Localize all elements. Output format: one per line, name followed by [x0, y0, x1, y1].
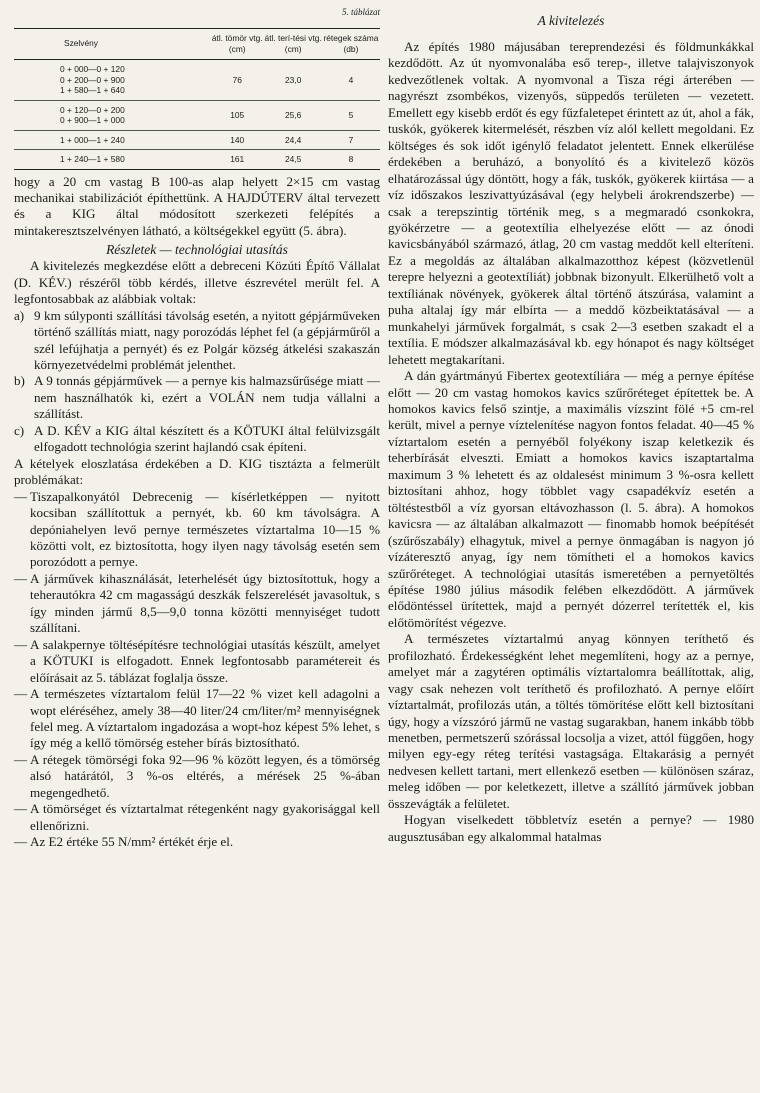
- cell-v1: 140: [210, 130, 264, 150]
- szelveny-range: 1 + 240—1 + 580: [60, 154, 125, 164]
- list-marker: a): [14, 307, 25, 323]
- list-item-c: [14, 423, 380, 456]
- table-row: [14, 100, 380, 130]
- list-marker: c): [14, 422, 25, 438]
- section-heading-kivitelezes: A kivitelezés: [537, 13, 605, 28]
- list-marker: b): [14, 373, 25, 389]
- left-paragraph-2: A kivitelezés megkezdése előtt a debreceni Közúti Építő Vállalat (D. KÉV.) részéről több kérdés, illetve észrevétel merült fel. A legfontosabbak az alábbiak voltak:: [14, 258, 380, 307]
- cell-szelveny: [14, 130, 210, 150]
- dash-item-text: A tömörséget és víztartalmat rétegenként nagy gyakorisággal kell ellenőrizni.: [30, 801, 380, 833]
- list-item-text: A D. KÉV a KIG által készített és a KÖTUKI által felülvizsgált elfogadott technológia szerint hajlandó csak építeni.: [34, 422, 380, 455]
- cell-v1: 161: [210, 150, 264, 170]
- dash-item-text: A salakpernye töltésépítésre technológiai utasítás készült, amelyet a KÖTUKI is elfogadott. Ennek legfontosabb paramétereit és előírásait az 5. táblázat foglalja össze.: [30, 636, 380, 685]
- right-paragraph-2: A dán gyártmányú Fibertex geotextíliára — még a pernye építése előtt — 20 cm vastag homokos kavics szűrőréteget építettek be. A homokos kavics felső szintje, a maximális vízszint fölé +5 cm-rel került, mivel a pernye víztelenítése nagyon fontos feladat. 40—45 % víztartalom esetén a pernyéből folyékony iszap keletkezik és teherbírását elveszti. Emiatt a homokos kavics iszaptartalma maximum 3 % lehetett és az oldalesést minimum 3 %-osra kellett biztosítani ahhoz, hogy többlet vagy csapadékvíz esetén a töltéstestből a víz gyorsan eltávozhasson (l. 5. ábra). A homokos kavicsra — az általában alkalmazott — finomabb homok beépítését (szűrőszabály) elhagytuk, mivel a pernye önmagában is nagyon jó vízáteresztő anyag, így nem tömítheti el a homokos kavics szűrőréteget. A technológiai utasítás ismeretében a pernyetöltés építése 1980 július második felében elkezdődött. A járművek elődöntéssel ürítettek, majd a pernyét dózerrel terítették el, kis előtömörítést végezve.: [388, 368, 754, 630]
- cell-v3: 7: [322, 130, 380, 150]
- col-header-tomor: átl. tömör vtg. (cm): [210, 29, 264, 60]
- dash-item: — A tömörséget és víztartalmat rétegenként nagy gyakorisággal kell ellenőrizni.: [14, 801, 380, 833]
- table-row: [14, 130, 380, 150]
- szelveny-range: 0 + 200—0 + 900: [60, 74, 125, 85]
- list-item-b: [14, 373, 380, 422]
- right-paragraph-1: Az építés 1980 májusában tereprendezési és földmunkákkal kezdődött. Az út nyomvonalába eső terep-, illetve talajviszonyok kedvezőtlenek voltak. A nyomvonal a Tisza régi árterében — nagyrészt zsombékos, vizenyős, süppedős területen — vezetett. Emellett egy kisebb erdőt és egy fűzfaletepet érintett az út, ahol a fák, tuskók, gyökerek kitermelését, részben víz alól kellett megoldani. Ez költséges és sok időt igénylő feladatot jelentett. Ennek elkerülése érdekében a beruházó, a bonyolító és a kivitelező közös elhatározással úgy döntött, hogy a fák, tuskók, gyökerek kiirtása — a víz időszakos leszivattyúzásával (egy helybeli árokrendszerbe) — csak a terepszintig történik meg, s a megmaradó csonkokra, gyökérzetre — a geotextília elhelyezése előtt — az ónodi kavicsbányából származó, átlag, 20 cm vastag meddőt kell elteríteni. Ez a megoldás az általában alkalmazotthoz képest (közvetlenül terepre helyezni a geotextíliát) jobbnak bizonyult. Elkerülhető volt a textíliának növények, gyökerek által történő átszúrása, valamint a puha altalaj így már elbírta — a meddő közbeiktatásával — a munkahelyi járművek forgalmát, s csak 2—3 esetben szakadt el a textília. E módszer alkalmazásával kb. egy hónapot és nagy költséget lehetett megtakarítani.: [388, 39, 754, 367]
- szelveny-range: 1 + 580—1 + 640: [60, 85, 125, 95]
- cell-v2: 23,0: [264, 60, 321, 101]
- cell-szelveny: [14, 100, 210, 130]
- list-item-text: 9 km súlyponti szállítási távolság esetén, a nyitott gépjárműveken történő szállítás miatt, nagy porozódás léphet fel (a gépjárműről a szél lefújhatja a pernyét) és ez Polgár község átkelési szakaszán környezetvédelmi problémát jelenthet.: [34, 307, 380, 373]
- table-header-row: [14, 29, 380, 60]
- table-row: [14, 60, 380, 101]
- dash-item-text: A rétegek tömörségi foka 92—96 % között legyen, és a tömörség alsó határától, 3 %-os eltérés, a mérések 25 %-ában megengedhető.: [30, 751, 380, 800]
- section-heading-reszletek: Részletek — technológiai utasítás: [106, 242, 288, 258]
- dash-item: — A rétegek tömörségi foka 92—96 % között legyen, és a tömörség alsó határától, 3 %-os eltérés, a mérések 25 %-ában megengedhető.: [14, 751, 380, 800]
- dash-item: — A salakpernye töltésépítésre technológiai utasítás készült, amelyet a KÖTUKI is elfogadott. Ennek legfontosabb paramétereit és előírásait az 5. táblázat foglalja össze.: [14, 636, 380, 685]
- list-item-a: [14, 308, 380, 374]
- col-header-terites: átl. terí-tési vtg. (cm): [264, 29, 321, 60]
- szelveny-range: 0 + 900—1 + 000: [60, 115, 125, 125]
- cell-v2: 24,4: [264, 130, 321, 150]
- cell-szelveny: [14, 60, 210, 101]
- table-label: 5. táblázat: [341, 7, 380, 17]
- table-row: [14, 150, 380, 170]
- cell-v1: 76: [210, 60, 264, 101]
- cell-v1: 105: [210, 100, 264, 130]
- szelveny-range: 0 + 120—0 + 200: [60, 104, 125, 115]
- dash-item-text: A járművek kihasználását, leterhelését úgy biztosítottuk, hogy a teherautókra 42 cm magasságú deszkák felszerelését javasoltuk, s így minden jármű 8,5—9,0 tonna közötti mennyiséget tudott szállítani.: [30, 570, 380, 636]
- cell-szelveny: [14, 150, 210, 170]
- dash-item-text: Tiszapalkonyától Debrecenig — kísérletképpen — nyitott kocsiban szállítottuk a pernyét, kb. 60 km távolságra. A depóniahelyen levő pernye természetes víztartalma 10—15 % közötti volt, ez biztosította, hogy ilyen nagy távolság esetén sem porozódott a pernye.: [30, 488, 380, 570]
- szelveny-range: 1 + 000—1 + 240: [60, 134, 125, 145]
- list-item-text: A 9 tonnás gépjárművek — a pernye kis halmazsűrűsége miatt — nem használhatók ki, ezért a VOLÁN nem tudja vállalni a szállítást.: [34, 373, 380, 422]
- cell-v3: 8: [322, 150, 380, 170]
- cell-v3: 5: [322, 100, 380, 130]
- cell-v2: 25,6: [264, 100, 321, 130]
- szelveny-range: 0 + 000—0 + 120: [60, 64, 125, 74]
- cell-v2: 24,5: [264, 150, 321, 170]
- left-paragraph-1: hogy a 20 cm vastag B 100-as alap helyett 2×15 cm vastag mechanikai stabilizációt építhettünk. A HAJDÚTERV által tervezett és a KIG által módosított szerkezeti felépítés a mintakeresztszelvényen látható, a költségekkel együtt (5. ábra).: [14, 173, 380, 238]
- dash-item: — Az E2 értéke 55 N/mm² értékét érje el.: [14, 834, 234, 850]
- left-paragraph-3: A kételyek eloszlatása érdekében a D. KIG tisztázta a felmerült problémákat:: [14, 455, 380, 488]
- col-header-retegek: rétegek száma (db): [322, 29, 380, 60]
- dash-item: — A természetes víztartalom felül 17—22 % vizet kell adagolni a wopt eléréséhez, amely 38—40 liter/24 cm/liter/m² mennyiségnek felel meg. A víztartalom ingadozása a wopt-hoz képest 5% lehet, s így még a kellő tömörség esteher bírás biztosítható.: [14, 686, 380, 751]
- dash-item: — Tiszapalkonyától Debrecenig — kísérletképpen — nyitott kocsiban szállítottuk a pernyét, kb. 60 km távolságra. A depóniahelyen levő pernye természetes víztartalma 10—15 % közötti volt, ez biztosította, hogy ilyen nagy távolság esetén sem porozódott a pernye.: [14, 488, 380, 570]
- right-column: [388, 0, 754, 845]
- dash-item-text: A természetes víztartalom felül 17—22 % vizet kell adagolni a wopt eléréséhez, amely 38—40 liter/24 cm/liter/m² mennyiségnek felel meg. A víztartalom ingadozása a wopt-hoz képest 5% lehet, s így még a kellő tömörség esteher bírás biztosítható.: [30, 686, 380, 751]
- cell-v3: 4: [322, 60, 380, 101]
- right-paragraph-3: A természetes víztartalmú anyag könnyen teríthető és profilozható. Érdekességként lehet megemlíteni, hogy az a pernye, amelyet már a zagytéren optimális víztartalomra beállítottak, alig, vagy csak nehezen volt teríthető és profilozható. A pernye előírt víztartalmát, profilozás után, a töltés tömörítése előtt kell biztosítani úgy, hogy a vízszóró jármű ne vastag sugarakban, hanem inkább több menetben, permetszerű szórással locsolja a vizet, attól függően, hogy milyen egy-egy réteg terítési vastagsága. Eltakarásig a pernyét nedvesen kellett tartani, mert ellenkező esetben — különösen száraz, meleg időben — por keletkezett, illetve a szállító járművek jobban összevágták a felületet.: [388, 631, 754, 811]
- table-body: [14, 60, 380, 170]
- dash-item: — A járművek kihasználását, leterhelését úgy biztosítottuk, hogy a teherautókra 42 cm magasságú deszkák felszerelését javasoltuk, s így minden jármű 8,5—9,0 tonna közötti mennyiséget tudott szállítani.: [14, 570, 380, 636]
- right-paragraph-4: Hogyan viselkedett többletvíz esetén a pernye? — 1980 augusztusában egy alkalommal hatalmas: [388, 812, 754, 844]
- left-column: [14, 0, 380, 851]
- data-table: [14, 29, 380, 170]
- col-header-szelveny: Szelvény: [14, 29, 210, 60]
- dash-item-text: Az E2 értéke 55 N/mm² értékét érje el.: [30, 834, 234, 850]
